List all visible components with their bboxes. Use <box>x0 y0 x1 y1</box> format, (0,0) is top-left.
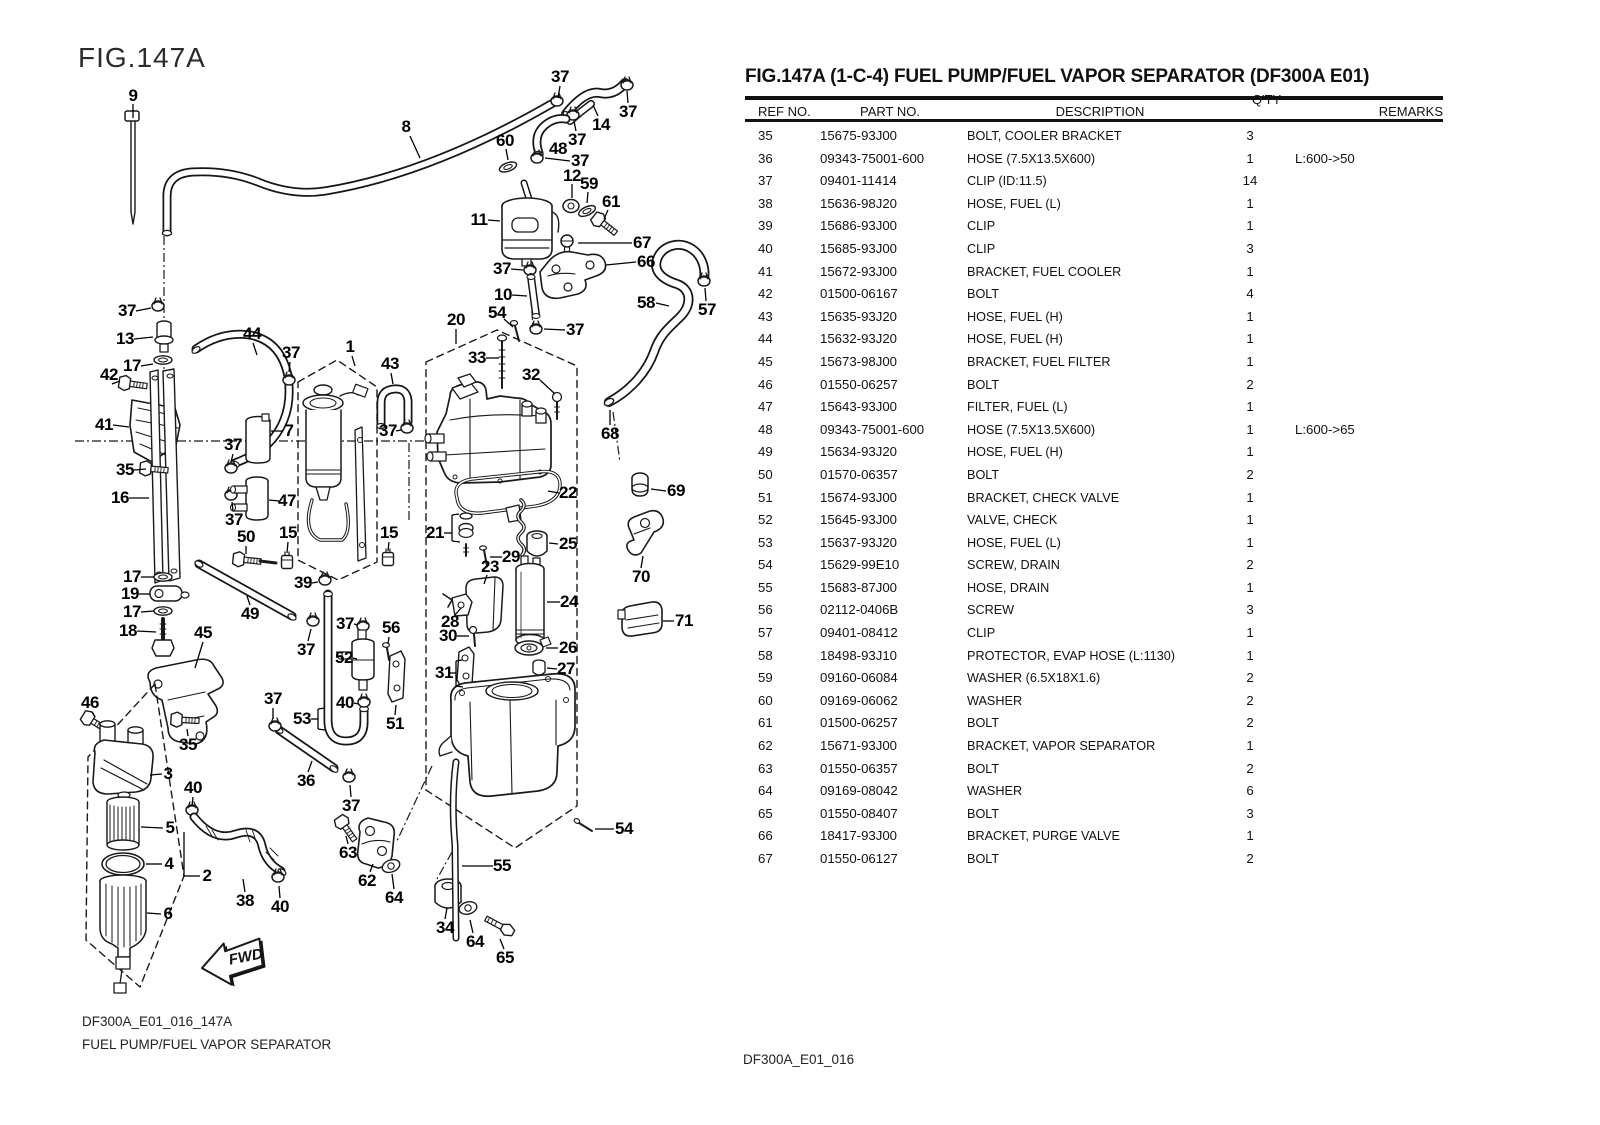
part-label: 35 <box>116 460 134 479</box>
cell-description: BOLT <box>967 805 1000 821</box>
part-label: 45 <box>194 623 212 642</box>
cell-ref-no: 66 <box>758 828 773 844</box>
cell-ref-no: 61 <box>758 715 773 731</box>
part-label: 35 <box>179 735 197 754</box>
cell-part-no: 01550-06257 <box>820 376 898 392</box>
header-part-no: PART NO. <box>860 104 920 119</box>
cell-qty: 1 <box>1246 738 1254 754</box>
table-row <box>735 283 1447 306</box>
cell-ref-no: 43 <box>758 308 773 324</box>
part-label: 30 <box>439 626 457 645</box>
table-row <box>735 170 1447 193</box>
cell-description: BOLT <box>967 376 1000 392</box>
cell-description: BOLT, COOLER BRACKET <box>967 128 1122 143</box>
cell-description: HOSE, DRAIN <box>967 579 1050 595</box>
cell-part-no: 09343-75001-600 <box>820 150 925 166</box>
cell-ref-no: 65 <box>758 805 773 821</box>
cell-part-no: 09343-75001-600 <box>820 421 925 437</box>
cell-ref-no: 46 <box>758 376 773 392</box>
cell-description: BOLT <box>967 466 1000 482</box>
cell-part-no: 01550-06127 <box>820 851 898 866</box>
cell-description: WASHER (6.5X18X1.6) <box>967 670 1101 686</box>
part-label: 37 <box>551 67 569 86</box>
table-body <box>735 125 1447 871</box>
cell-qty: 1 <box>1246 399 1254 415</box>
cell-description: CLIP (ID:11.5) <box>967 173 1047 189</box>
cell-description: BOLT <box>967 760 1000 776</box>
cell-part-no: 15637-93J20 <box>820 534 897 550</box>
table-row <box>735 758 1447 781</box>
part-label: 44 <box>243 324 261 343</box>
cell-qty: 2 <box>1246 557 1254 573</box>
table-row <box>735 599 1447 622</box>
part-label: 61 <box>602 192 620 211</box>
part-label: 67 <box>633 233 651 252</box>
cell-description: HOSE, FUEL (H) <box>967 331 1063 347</box>
cell-qty: 6 <box>1246 783 1254 799</box>
part-label: 2 <box>202 866 212 885</box>
table-row <box>735 848 1447 871</box>
part-label: 18 <box>119 621 137 640</box>
part-label: 60 <box>496 131 514 150</box>
part-label: 17 <box>123 356 141 375</box>
cell-description: SCREW, DRAIN <box>967 557 1060 573</box>
part-label: 37 <box>224 435 242 454</box>
cell-ref-no: 49 <box>758 444 773 460</box>
cell-description: HOSE (7.5X13.5X600) <box>967 150 1096 166</box>
part-label: 62 <box>358 871 376 890</box>
cell-part-no: 15643-93J00 <box>820 399 897 415</box>
cell-ref-no: 57 <box>758 625 773 641</box>
cell-description: BRACKET, VAPOR SEPARATOR <box>967 738 1156 754</box>
cell-part-no: 15629-99E10 <box>820 557 900 573</box>
table-row <box>735 261 1447 284</box>
part-label: 15 <box>380 523 398 542</box>
cell-description: BRACKET, CHECK VALVE <box>967 489 1120 505</box>
part-label: 40 <box>336 693 354 712</box>
cell-qty: 1 <box>1246 421 1254 437</box>
cell-ref-no: 56 <box>758 602 773 618</box>
cell-ref-no: 48 <box>758 421 773 437</box>
cell-qty: 1 <box>1246 150 1254 166</box>
table-row <box>735 148 1447 171</box>
cell-ref-no: 35 <box>758 128 773 143</box>
part-label: 37 <box>336 614 354 633</box>
part-label: 37 <box>342 796 360 815</box>
part-label: 4 <box>164 854 174 873</box>
cell-qty: 1 <box>1246 308 1254 324</box>
cell-ref-no: 64 <box>758 783 773 799</box>
part-label: 64 <box>466 932 484 951</box>
part-label: 37 <box>619 102 637 121</box>
cell-ref-no: 40 <box>758 240 773 256</box>
table-row <box>735 803 1447 826</box>
cell-qty: 2 <box>1246 851 1254 866</box>
part-label: 7 <box>284 421 294 440</box>
page-title: FIG.147A <box>78 42 206 73</box>
part-label: 37 <box>118 301 136 320</box>
cell-ref-no: 50 <box>758 466 773 482</box>
part-label: 37 <box>571 151 589 170</box>
cell-part-no: 09401-11414 <box>820 173 897 189</box>
fwd-arrow-label: FWD <box>227 945 265 969</box>
footer-doc-code: DF300A_E01_016 <box>743 1052 855 1067</box>
cell-qty: 3 <box>1246 128 1254 143</box>
table-row <box>735 825 1447 848</box>
cell-ref-no: 41 <box>758 263 773 279</box>
part-label: 42 <box>100 365 118 384</box>
cell-qty: 1 <box>1246 218 1254 234</box>
cell-description: BOLT <box>967 286 1000 302</box>
part-label: 12 <box>563 166 581 185</box>
cell-qty: 1 <box>1246 195 1254 211</box>
part-label: 37 <box>264 689 282 708</box>
footer-figure-name: FUEL PUMP/FUEL VAPOR SEPARATOR <box>82 1037 332 1052</box>
cell-qty: 2 <box>1246 760 1254 776</box>
part-label: 56 <box>382 618 400 637</box>
table-row <box>735 532 1447 555</box>
cell-qty: 2 <box>1246 715 1254 731</box>
part-label: 5 <box>165 818 175 837</box>
part-label: 39 <box>294 573 312 592</box>
part-label: 20 <box>447 310 465 329</box>
part-label: 37 <box>282 343 300 362</box>
cell-part-no: 15674-93J00 <box>820 489 897 505</box>
cell-part-no: 01570-06357 <box>820 466 898 482</box>
part-label: 65 <box>496 948 514 967</box>
part-label: 68 <box>601 424 619 443</box>
cell-description: BRACKET, FUEL FILTER <box>967 353 1111 369</box>
cell-description: BRACKET, FUEL COOLER <box>967 263 1122 279</box>
part-label: 37 <box>568 130 586 149</box>
cell-description: CLIP <box>967 218 996 234</box>
part-label: 54 <box>488 303 506 322</box>
part-label: 37 <box>493 259 511 278</box>
table-row <box>735 780 1447 803</box>
part-label: 3 <box>163 764 173 783</box>
part-label: 17 <box>123 602 141 621</box>
cell-remarks: L:600->50 <box>1295 150 1355 166</box>
part-label: 71 <box>675 611 693 630</box>
part-label: 6 <box>163 904 173 923</box>
table-row <box>735 238 1447 261</box>
table-row <box>735 735 1447 758</box>
cell-description: HOSE, FUEL (H) <box>967 444 1063 460</box>
cell-part-no: 15632-93J20 <box>820 331 897 347</box>
cell-part-no: 15636-98J20 <box>820 195 897 211</box>
cell-qty: 1 <box>1246 579 1254 595</box>
table-row <box>735 193 1447 216</box>
exploded-diagram <box>0 0 745 1010</box>
cell-part-no: 15671-93J00 <box>820 738 897 754</box>
cell-ref-no: 39 <box>758 218 773 234</box>
part-label: 55 <box>493 856 511 875</box>
part-label: 38 <box>236 891 254 910</box>
cell-part-no: 15635-93J20 <box>820 308 897 324</box>
part-label: 31 <box>435 663 453 682</box>
cell-qty: 1 <box>1246 534 1254 550</box>
cell-ref-no: 37 <box>758 173 773 189</box>
cell-qty: 1 <box>1246 331 1254 347</box>
part-label: 16 <box>111 488 129 507</box>
part-label: 27 <box>557 659 575 678</box>
cell-description: VALVE, CHECK <box>967 512 1058 528</box>
cell-description: CLIP <box>967 240 996 256</box>
cell-ref-no: 55 <box>758 579 773 595</box>
table-row <box>735 374 1447 397</box>
cell-description: BOLT <box>967 715 1000 731</box>
cell-ref-no: 63 <box>758 760 773 776</box>
cell-ref-no: 44 <box>758 331 773 347</box>
cell-part-no: 18417-93J00 <box>820 828 897 844</box>
cell-qty: 1 <box>1246 647 1254 663</box>
cell-ref-no: 62 <box>758 738 773 754</box>
cell-description: WASHER <box>967 692 1023 708</box>
parts-table <box>735 0 1447 900</box>
cell-part-no: 15685-93J00 <box>820 240 897 256</box>
cell-ref-no: 54 <box>758 557 773 573</box>
part-label: 70 <box>632 567 650 586</box>
cell-ref-no: 58 <box>758 647 773 663</box>
part-label: 24 <box>560 592 578 611</box>
cell-ref-no: 36 <box>758 150 773 166</box>
part-label: 40 <box>271 897 289 916</box>
part-label: 52 <box>335 648 353 667</box>
table-title: FIG.147A (1-C-4) FUEL PUMP/FUEL VAPOR SEPARATOR (DF300A E01) <box>745 66 1370 87</box>
cell-qty: 3 <box>1246 602 1254 618</box>
part-label: 57 <box>698 300 716 319</box>
part-label: 51 <box>386 714 404 733</box>
part-label: 59 <box>580 174 598 193</box>
part-label: 14 <box>592 115 610 134</box>
part-label: 17 <box>123 567 141 586</box>
cell-part-no: 15683-87J00 <box>820 579 897 595</box>
cell-description: HOSE (7.5X13.5X600) <box>967 421 1096 437</box>
cell-part-no: 09169-08042 <box>820 783 898 799</box>
table-row <box>735 306 1447 329</box>
header-rule <box>745 119 1443 122</box>
table-row <box>735 509 1447 532</box>
table-row <box>735 419 1447 442</box>
cell-description: PROTECTOR, EVAP HOSE (L:1130) <box>967 647 1176 663</box>
cell-ref-no: 42 <box>758 286 773 302</box>
cell-qty: 3 <box>1246 240 1254 256</box>
table-row <box>735 396 1447 419</box>
part-label: 19 <box>121 584 139 603</box>
part-label: 37 <box>566 320 584 339</box>
part-label: 50 <box>237 527 255 546</box>
table-row <box>735 577 1447 600</box>
part-label: 43 <box>381 354 399 373</box>
part-label: 28 <box>441 612 459 631</box>
header-qty: Q'TY <box>1252 92 1282 107</box>
table-row <box>735 645 1447 668</box>
cell-qty: 1 <box>1246 444 1254 460</box>
cell-ref-no: 60 <box>758 692 773 708</box>
cell-ref-no: 67 <box>758 851 773 866</box>
cell-ref-no: 53 <box>758 534 773 550</box>
cell-qty: 1 <box>1246 625 1254 641</box>
cell-ref-no: 59 <box>758 670 773 686</box>
part-label: 58 <box>637 293 655 312</box>
cell-part-no: 15634-93J20 <box>820 444 897 460</box>
cell-part-no: 15672-93J00 <box>820 263 897 279</box>
part-label: 54 <box>615 819 633 838</box>
part-label: 63 <box>339 843 357 862</box>
cell-description: CLIP <box>967 625 996 641</box>
cell-ref-no: 52 <box>758 512 773 528</box>
part-label: 23 <box>481 557 499 576</box>
cell-part-no: 01550-06357 <box>820 760 898 776</box>
cell-description: HOSE, FUEL (H) <box>967 308 1063 324</box>
cell-qty: 1 <box>1246 353 1254 369</box>
table-row <box>735 441 1447 464</box>
cell-description: BRACKET, PURGE VALVE <box>967 828 1120 844</box>
table-row <box>735 125 1447 148</box>
table-row <box>735 690 1447 713</box>
cell-ref-no: 51 <box>758 489 773 505</box>
cell-qty: 1 <box>1246 828 1254 844</box>
header-ref-no: REF NO. <box>758 104 811 119</box>
cell-qty: 2 <box>1246 670 1254 686</box>
cell-description: WASHER <box>967 783 1023 799</box>
table-row <box>735 487 1447 510</box>
cell-part-no: 15675-93J00 <box>820 128 897 143</box>
table-row <box>735 554 1447 577</box>
part-label: 33 <box>468 348 486 367</box>
cell-remarks: L:600->65 <box>1295 421 1355 437</box>
part-label: 36 <box>297 771 315 790</box>
table-row <box>735 328 1447 351</box>
cell-qty: 4 <box>1246 286 1254 302</box>
cell-ref-no: 38 <box>758 195 773 211</box>
part-label: 21 <box>426 523 444 542</box>
part-label: 37 <box>379 421 397 440</box>
header-remarks: REMARKS <box>1378 104 1443 119</box>
part-label: 37 <box>297 640 315 659</box>
part-label: 64 <box>385 888 403 907</box>
cell-part-no: 09160-06084 <box>820 670 898 686</box>
footer-figure-code: DF300A_E01_016_147A <box>82 1014 233 1029</box>
part-label: 48 <box>549 139 567 158</box>
table-row <box>735 667 1447 690</box>
cell-part-no: 15673-98J00 <box>820 353 897 369</box>
cell-part-no: 01550-08407 <box>820 805 898 821</box>
part-label: 25 <box>559 534 577 553</box>
cell-ref-no: 47 <box>758 399 773 415</box>
table-row <box>735 622 1447 645</box>
cell-qty: 1 <box>1246 489 1254 505</box>
cell-qty: 1 <box>1246 512 1254 528</box>
part-label: 22 <box>559 483 577 502</box>
part-label: 13 <box>116 329 134 348</box>
part-label: 9 <box>128 86 138 105</box>
part-label: 11 <box>470 210 488 229</box>
part-label: 34 <box>436 918 454 937</box>
cell-qty: 14 <box>1242 173 1258 189</box>
part-label: 49 <box>241 604 259 623</box>
part-label: 15 <box>279 523 297 542</box>
part-label: 53 <box>293 709 311 728</box>
cell-description: FILTER, FUEL (L) <box>967 399 1068 415</box>
part-label: 26 <box>559 638 577 657</box>
cell-qty: 2 <box>1246 692 1254 708</box>
cell-description: HOSE, FUEL (L) <box>967 195 1061 211</box>
part-label: 47 <box>278 491 296 510</box>
title-rule <box>745 96 1443 100</box>
table-row <box>735 351 1447 374</box>
cell-qty: 2 <box>1246 376 1254 392</box>
part-label: 41 <box>95 415 113 434</box>
cell-part-no: 15686-93J00 <box>820 218 897 234</box>
part-label: 32 <box>522 365 540 384</box>
cell-part-no: 18498-93J10 <box>820 647 897 663</box>
cell-part-no: 09169-06062 <box>820 692 898 708</box>
part-label: 69 <box>667 481 685 500</box>
cell-part-no: 01500-06167 <box>820 286 898 302</box>
part-label: 10 <box>494 285 512 304</box>
cell-ref-no: 45 <box>758 353 773 369</box>
table-row <box>735 464 1447 487</box>
header-description: DESCRIPTION <box>1055 104 1145 119</box>
cell-part-no: 02112-0406B <box>820 602 899 618</box>
cell-qty: 3 <box>1246 805 1254 821</box>
part-label: 1 <box>345 337 355 356</box>
cell-qty: 1 <box>1246 263 1254 279</box>
part-label: 37 <box>225 510 243 529</box>
table-row <box>735 215 1447 238</box>
part-label: 40 <box>184 778 202 797</box>
part-label: 66 <box>637 252 655 271</box>
cell-description: HOSE, FUEL (L) <box>967 534 1061 550</box>
part-label: 46 <box>81 693 99 712</box>
cell-part-no: 09401-08412 <box>820 625 898 641</box>
cell-description: SCREW <box>967 602 1015 618</box>
cell-part-no: 15645-93J00 <box>820 512 897 528</box>
part-label: 8 <box>401 117 411 136</box>
cell-part-no: 01500-06257 <box>820 715 898 731</box>
table-row <box>735 712 1447 735</box>
cell-qty: 2 <box>1246 466 1254 482</box>
cell-description: BOLT <box>967 851 1000 866</box>
part-label: 29 <box>502 547 520 566</box>
